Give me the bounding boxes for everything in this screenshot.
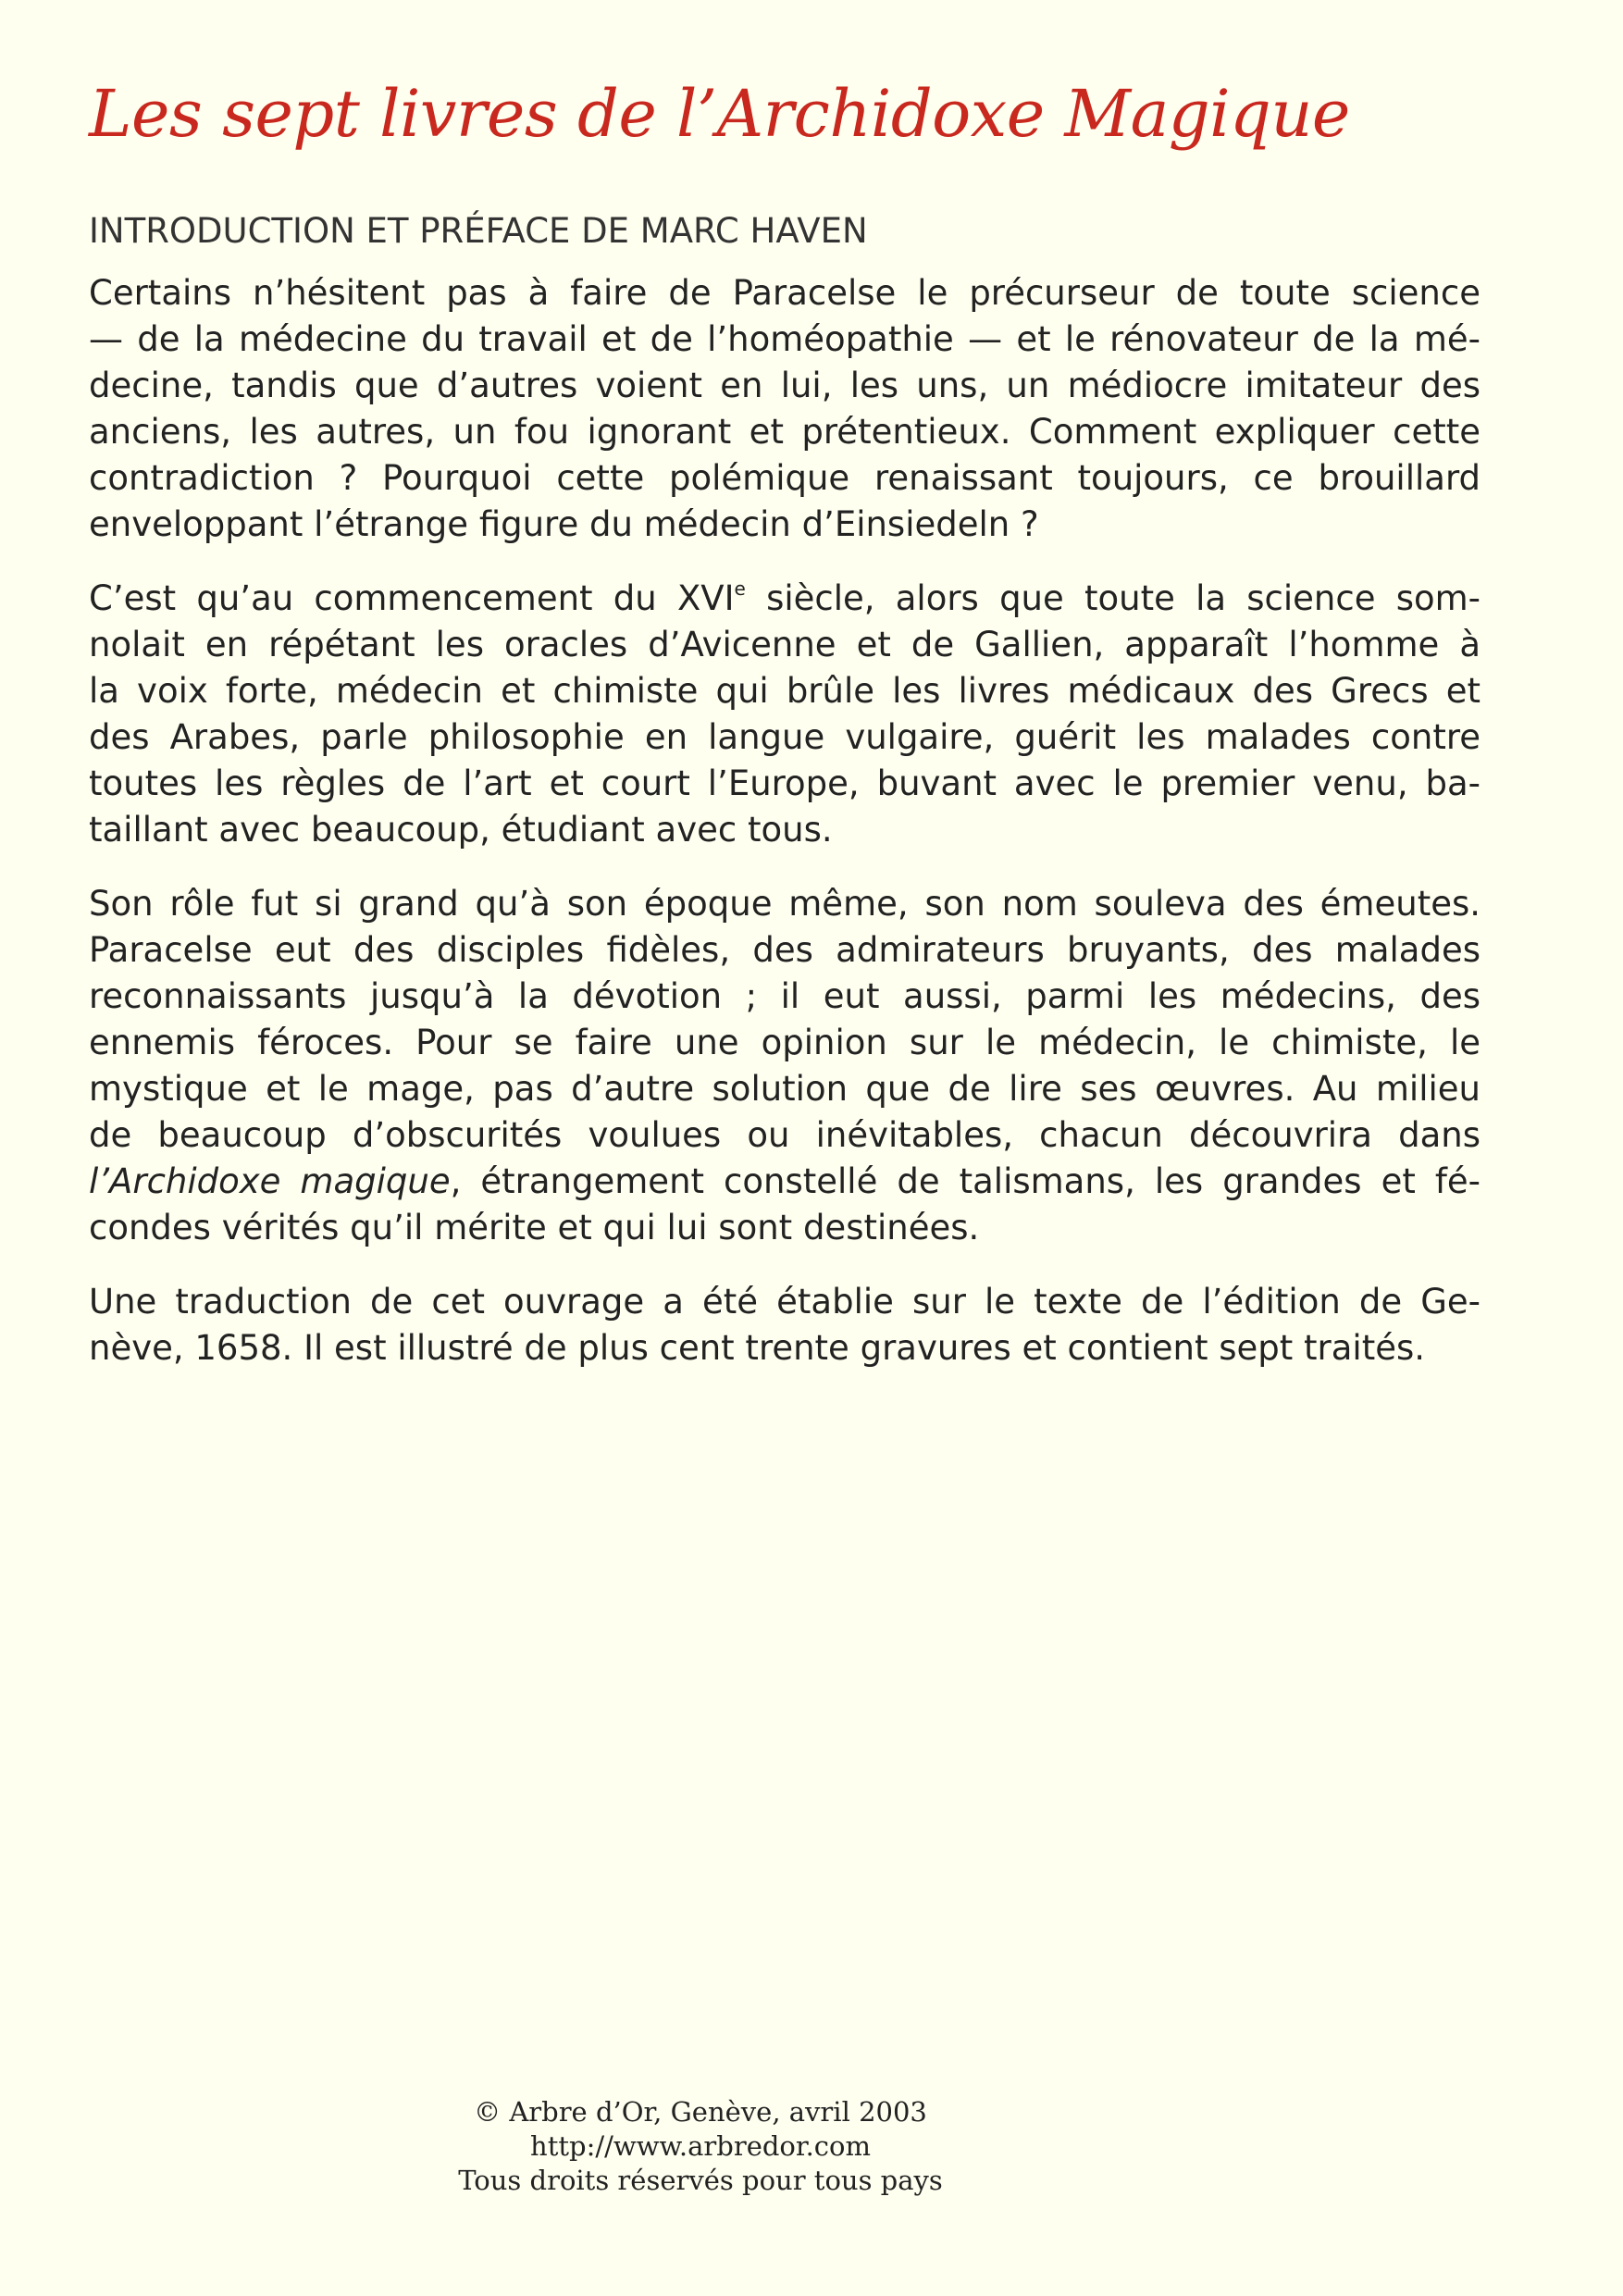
text-run: siècle, alors que toute la science som- [745,578,1481,618]
text-line: reconnaissants jusqu’à la dévotion ; il eut aussi, parmi les médecins, des [89,976,1481,1016]
text-line: des Arabes, parle philosophie en langue vulgaire, guérit les malades contre [89,717,1481,757]
text-line: Une traduction de cet ouvrage a été établie sur le texte de l’édition de Ge- [89,1282,1481,1322]
text-line: ennemis féroces. Pour se faire une opinion sur le médecin, le chimiste, le [89,1023,1481,1062]
colophon [0,2095,1401,2198]
website-url: http://www.arbredor.com [530,2130,871,2162]
text-line: — de la médecine du travail et de l’homéopathie — et le rénovateur de la mé- [89,319,1481,359]
text-run: C’est qu’au commencement du XVI [89,578,735,618]
text-line: mystique et le mage, pas d’autre solution que de lire ses œuvres. Au milieu [89,1069,1481,1109]
book-title: Les sept livres de l’Archidoxe Magique [89,76,1350,152]
text-line: contradiction ? Pourquoi cette polémique renaissant toujours, ce brouillard [89,458,1481,498]
body-text [89,270,1481,1399]
text-line: nève, 1658. Il est illustré de plus cent trente gravures et contient sept traités. [89,1328,1426,1368]
text-line: Son rôle fut si grand qu’à son époque même, son nom souleva des émeutes. [89,884,1481,924]
text-line: condes vérités qu’il mérite et qui lui sont destinées. [89,1208,980,1247]
book-title-italic: l’Archidoxe magique [89,1161,451,1201]
text-line [89,576,1481,622]
text-line: anciens, les autres, un fou ignorant et prétentieux. Comment expliquer cette [89,412,1481,452]
text-line: toutes les règles de l’art et court l’Europe, buvant avec le premier venu, ba- [89,763,1481,803]
paragraph-4 [89,1279,1481,1371]
rights-line: Tous droits réservés pour tous pays [458,2165,943,2196]
paragraph-3 [89,881,1481,1251]
text-line [89,1159,1481,1205]
text-run: , étrangement constellé de talismans, les grandes et fé- [450,1161,1481,1201]
copyright-line: © Arbre d’Or, Genève, avril 2003 [474,2096,927,2128]
section-heading: INTRODUCTION ET PRÉFACE DE MARC HAVEN [89,211,868,251]
text-line: decine, tandis que d’autres voient en lui, les uns, un médiocre imitateur des [89,366,1481,405]
paragraph-1 [89,270,1481,548]
text-line: Paracelse eut des disciples fidèles, des admirateurs bruyants, des malades [89,930,1481,970]
text-line: la voix forte, médecin et chimiste qui brûle les livres médicaux des Grecs et [89,671,1481,711]
text-line: enveloppant l’étrange figure du médecin d’Einsiedeln ? [89,504,1039,544]
superscript: e [734,577,746,600]
paragraph-2 [89,576,1481,853]
text-line: taillant avec beaucoup, étudiant avec tous. [89,810,833,850]
text-line: de beaucoup d’obscurités voulues ou inévitables, chacun découvrira dans [89,1115,1481,1155]
text-line: nolait en répétant les oracles d’Avicenne et de Gallien, apparaît l’homme à [89,625,1481,664]
text-line: Certains n’hésitent pas à faire de Paracelse le précurseur de toute science [89,273,1481,313]
